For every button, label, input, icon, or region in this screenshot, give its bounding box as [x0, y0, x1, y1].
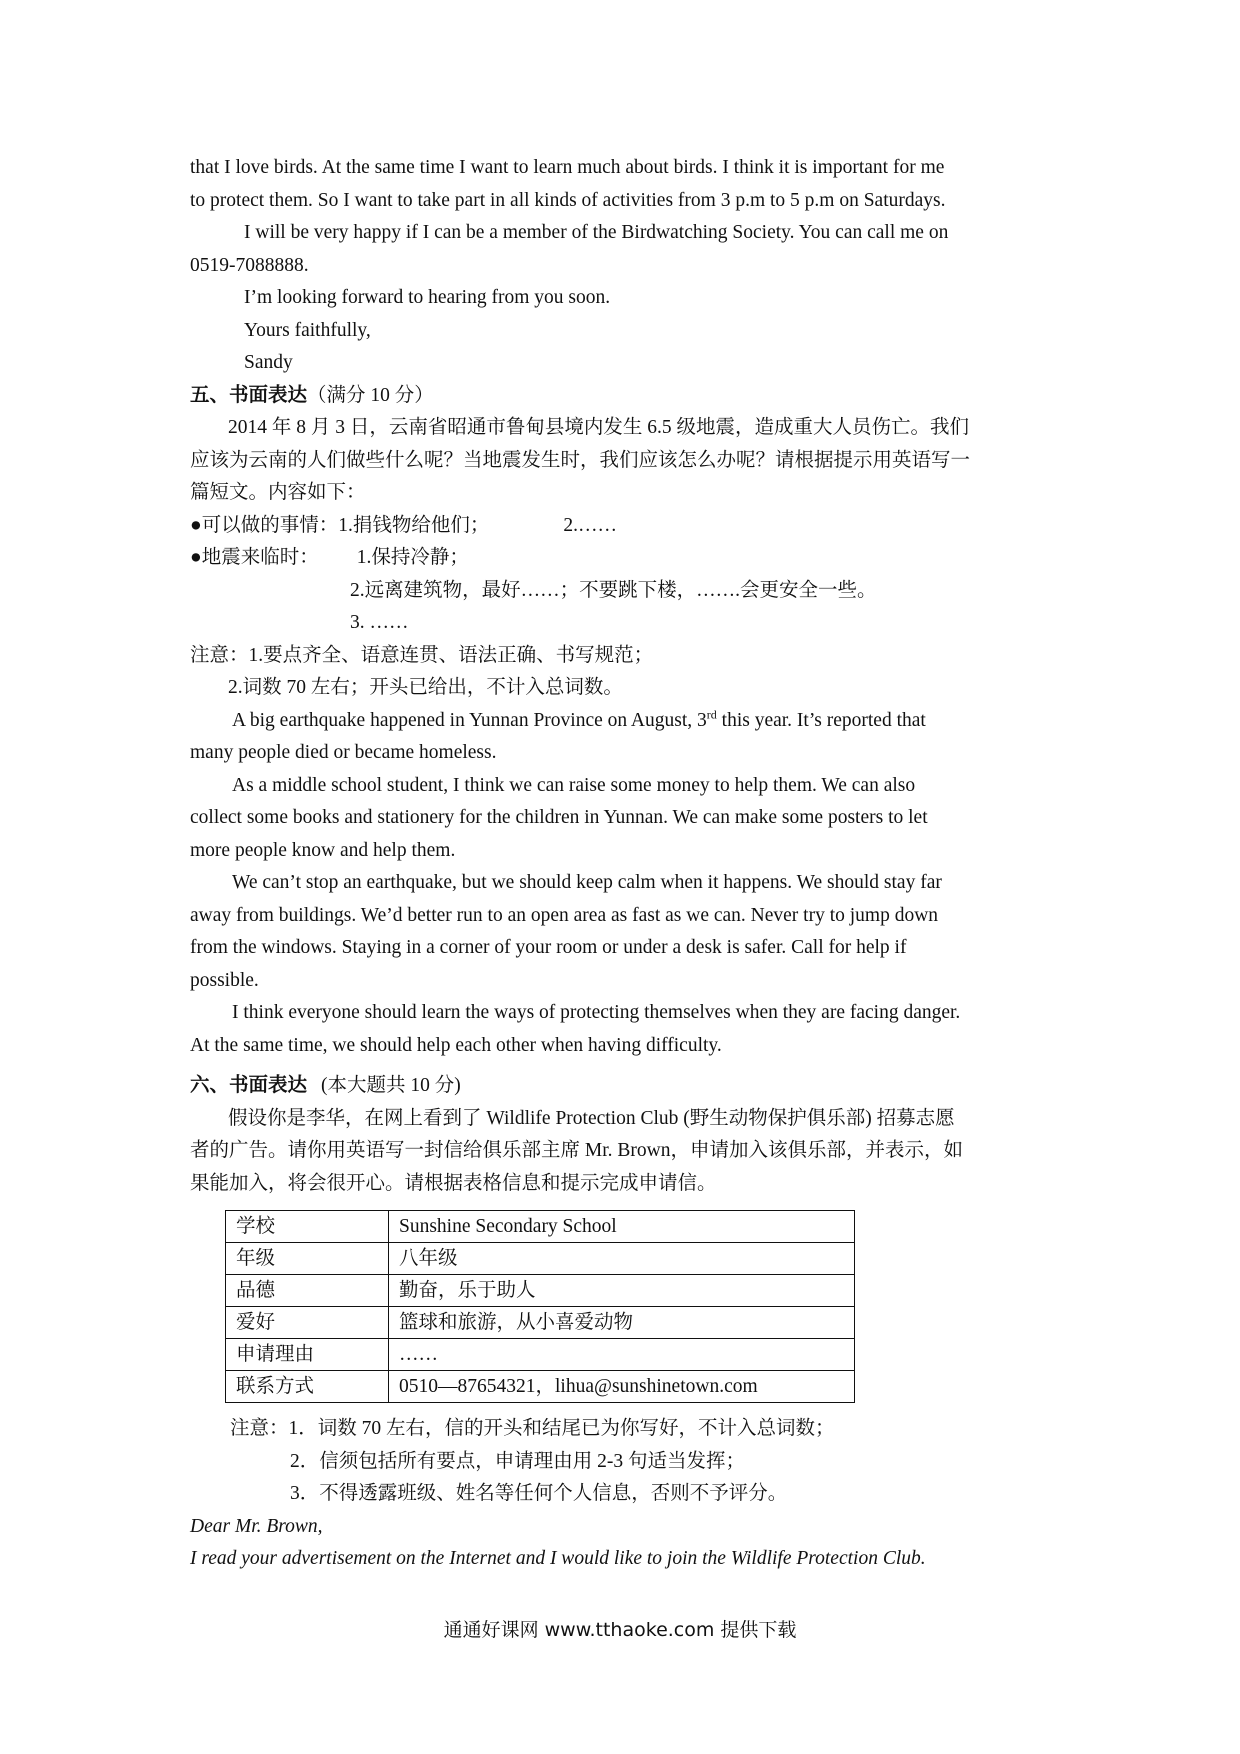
- bullet-subitem: 3. ……: [350, 612, 409, 633]
- notes-line: 注意：1.要点齐全、语意连贯、语法正确、书写规范；: [190, 644, 654, 666]
- section-six-score: (本大题共 10 分): [321, 1075, 461, 1096]
- table-row: [226, 1371, 855, 1403]
- prompt-line: 者的广告。请你用英语写一封信给俱乐部主席 Mr. Brown，申请加入该俱乐部，并表示，如: [190, 1140, 963, 1161]
- letter-line: 0519-7088888.: [190, 254, 309, 276]
- table-value: ……: [389, 1339, 855, 1371]
- table-key: 年级: [226, 1243, 389, 1275]
- table-key: 爱好: [226, 1307, 389, 1339]
- bullet-things-to-do: ●可以做的事情：1.捐钱物给他们； 2.……: [190, 514, 618, 536]
- notes-line: 2.词数 70 左右；开头已给出，不计入总词数。: [228, 677, 623, 698]
- letter-line: that I love birds. At the same time I want to learn much about birds. I think it is important for me: [190, 157, 945, 178]
- essay-line: As a middle school student, I think we can raise some money to help them. We can also: [232, 774, 916, 796]
- table-key: 联系方式: [226, 1371, 389, 1403]
- page-content: [190, 152, 1070, 1576]
- essay-line: At the same time, we should help each other when having difficulty.: [190, 1034, 722, 1056]
- bullet-during-earthquake: ●地震来临时： 1.保持冷静；: [190, 547, 469, 568]
- letter-signoff: Yours faithfully,: [244, 319, 371, 341]
- essay-line: I think everyone should learn the ways of protecting themselves when they are facing danger.: [232, 1002, 961, 1023]
- table-key: 品德: [226, 1275, 389, 1307]
- table-row: [226, 1275, 855, 1307]
- essay-line: possible.: [190, 969, 259, 991]
- prompt-line: 假设你是李华，在网上看到了 Wildlife Protection Club (野生动物保护俱乐部) 招募志愿: [228, 1107, 955, 1129]
- table-key: 申请理由: [226, 1339, 389, 1371]
- prompt-line: 2014 年 8 月 3 日，云南省昭通市鲁甸县境内发生 6.5 级地震，造成重大人员伤亡。我们: [228, 417, 970, 438]
- essay-line: from the windows. Staying in a corner of your room or under a desk is safer. Call for help if: [190, 937, 907, 958]
- table-row: [226, 1243, 855, 1275]
- info-table: [225, 1210, 855, 1403]
- letter-line: to protect them. So I want to take part in all kinds of activities from 3 p.m to 5 p.m on Saturdays.: [190, 189, 946, 211]
- letter-closing-line: I’m looking forward to hearing from you soon.: [244, 287, 611, 308]
- table-value: 0510—87654321，lihua@sunshinetown.com: [389, 1371, 855, 1403]
- essay-line: collect some books and stationery for the children in Yunnan. We can make some posters to let: [190, 807, 928, 828]
- section-five: [190, 380, 1070, 1063]
- bullet-subitem: 2.远离建筑物，最好……；不要跳下楼，…….会更安全一些。: [350, 579, 877, 601]
- section-five-score: （满分 10 分）: [307, 384, 434, 406]
- table-value: 篮球和旅游，从小喜爱动物: [389, 1307, 855, 1339]
- essay-line: away from buildings. We’d better run to an open area as fast as we can. Never try to jump down: [190, 904, 939, 926]
- letter-line: I will be very happy if I can be a member of the Birdwatching Society. You can call me on: [244, 222, 949, 243]
- table-row: [226, 1211, 855, 1243]
- section-six: [190, 1070, 1070, 1576]
- section-six-title: 六、书面表达: [190, 1075, 308, 1096]
- essay-line: more people know and help them.: [190, 839, 456, 861]
- prompt-line: 果能加入，将会很开心。请根据表格信息和提示完成申请信。: [190, 1172, 717, 1194]
- table-value: 八年级: [389, 1243, 855, 1275]
- notes-line: 2．信须包括所有要点，申请理由用 2-3 句适当发挥；: [290, 1450, 745, 1472]
- section-five-heading: [190, 380, 1070, 413]
- letter-signature: Sandy: [244, 352, 293, 373]
- table-key: 学校: [226, 1211, 389, 1243]
- letter-ending: [190, 152, 1070, 380]
- notes-line: 注意：1．词数 70 左右，信的开头和结尾已为你写好，不计入总词数；: [230, 1418, 835, 1439]
- footer-credit: 通通好课网 www.tthaoke.com 提供下载: [443, 1619, 797, 1641]
- essay-line: A big earthquake happened in Yunnan Province on August, 3rd this year. It’s reported that: [232, 707, 926, 731]
- model-essay: [190, 705, 1070, 1063]
- essay-line: many people died or became homeless.: [190, 742, 497, 763]
- salutation: Dear Mr. Brown,: [190, 1515, 323, 1537]
- section-six-heading: [190, 1070, 1070, 1103]
- table-row: [226, 1307, 855, 1339]
- table-value: Sunshine Secondary School: [389, 1211, 855, 1243]
- prompt-line: 篇短文。内容如下：: [190, 482, 366, 503]
- section-five-title: 五、书面表达: [190, 384, 308, 406]
- notes-line: 3．不得透露班级、姓名等任何个人信息，否则不予评分。: [290, 1483, 788, 1504]
- letter-opening: I read your advertisement on the Internet and I would like to join the Wildlife Protection Club.: [190, 1548, 926, 1569]
- table-value: 勤奋，乐于助人: [389, 1275, 855, 1307]
- essay-line: We can’t stop an earthquake, but we should keep calm when it happens. We should stay far: [232, 872, 942, 893]
- table-row: [226, 1339, 855, 1371]
- prompt-line: 应该为云南的人们做些什么呢？当地震发生时，我们应该怎么办呢？请根据提示用英语写一: [190, 449, 971, 471]
